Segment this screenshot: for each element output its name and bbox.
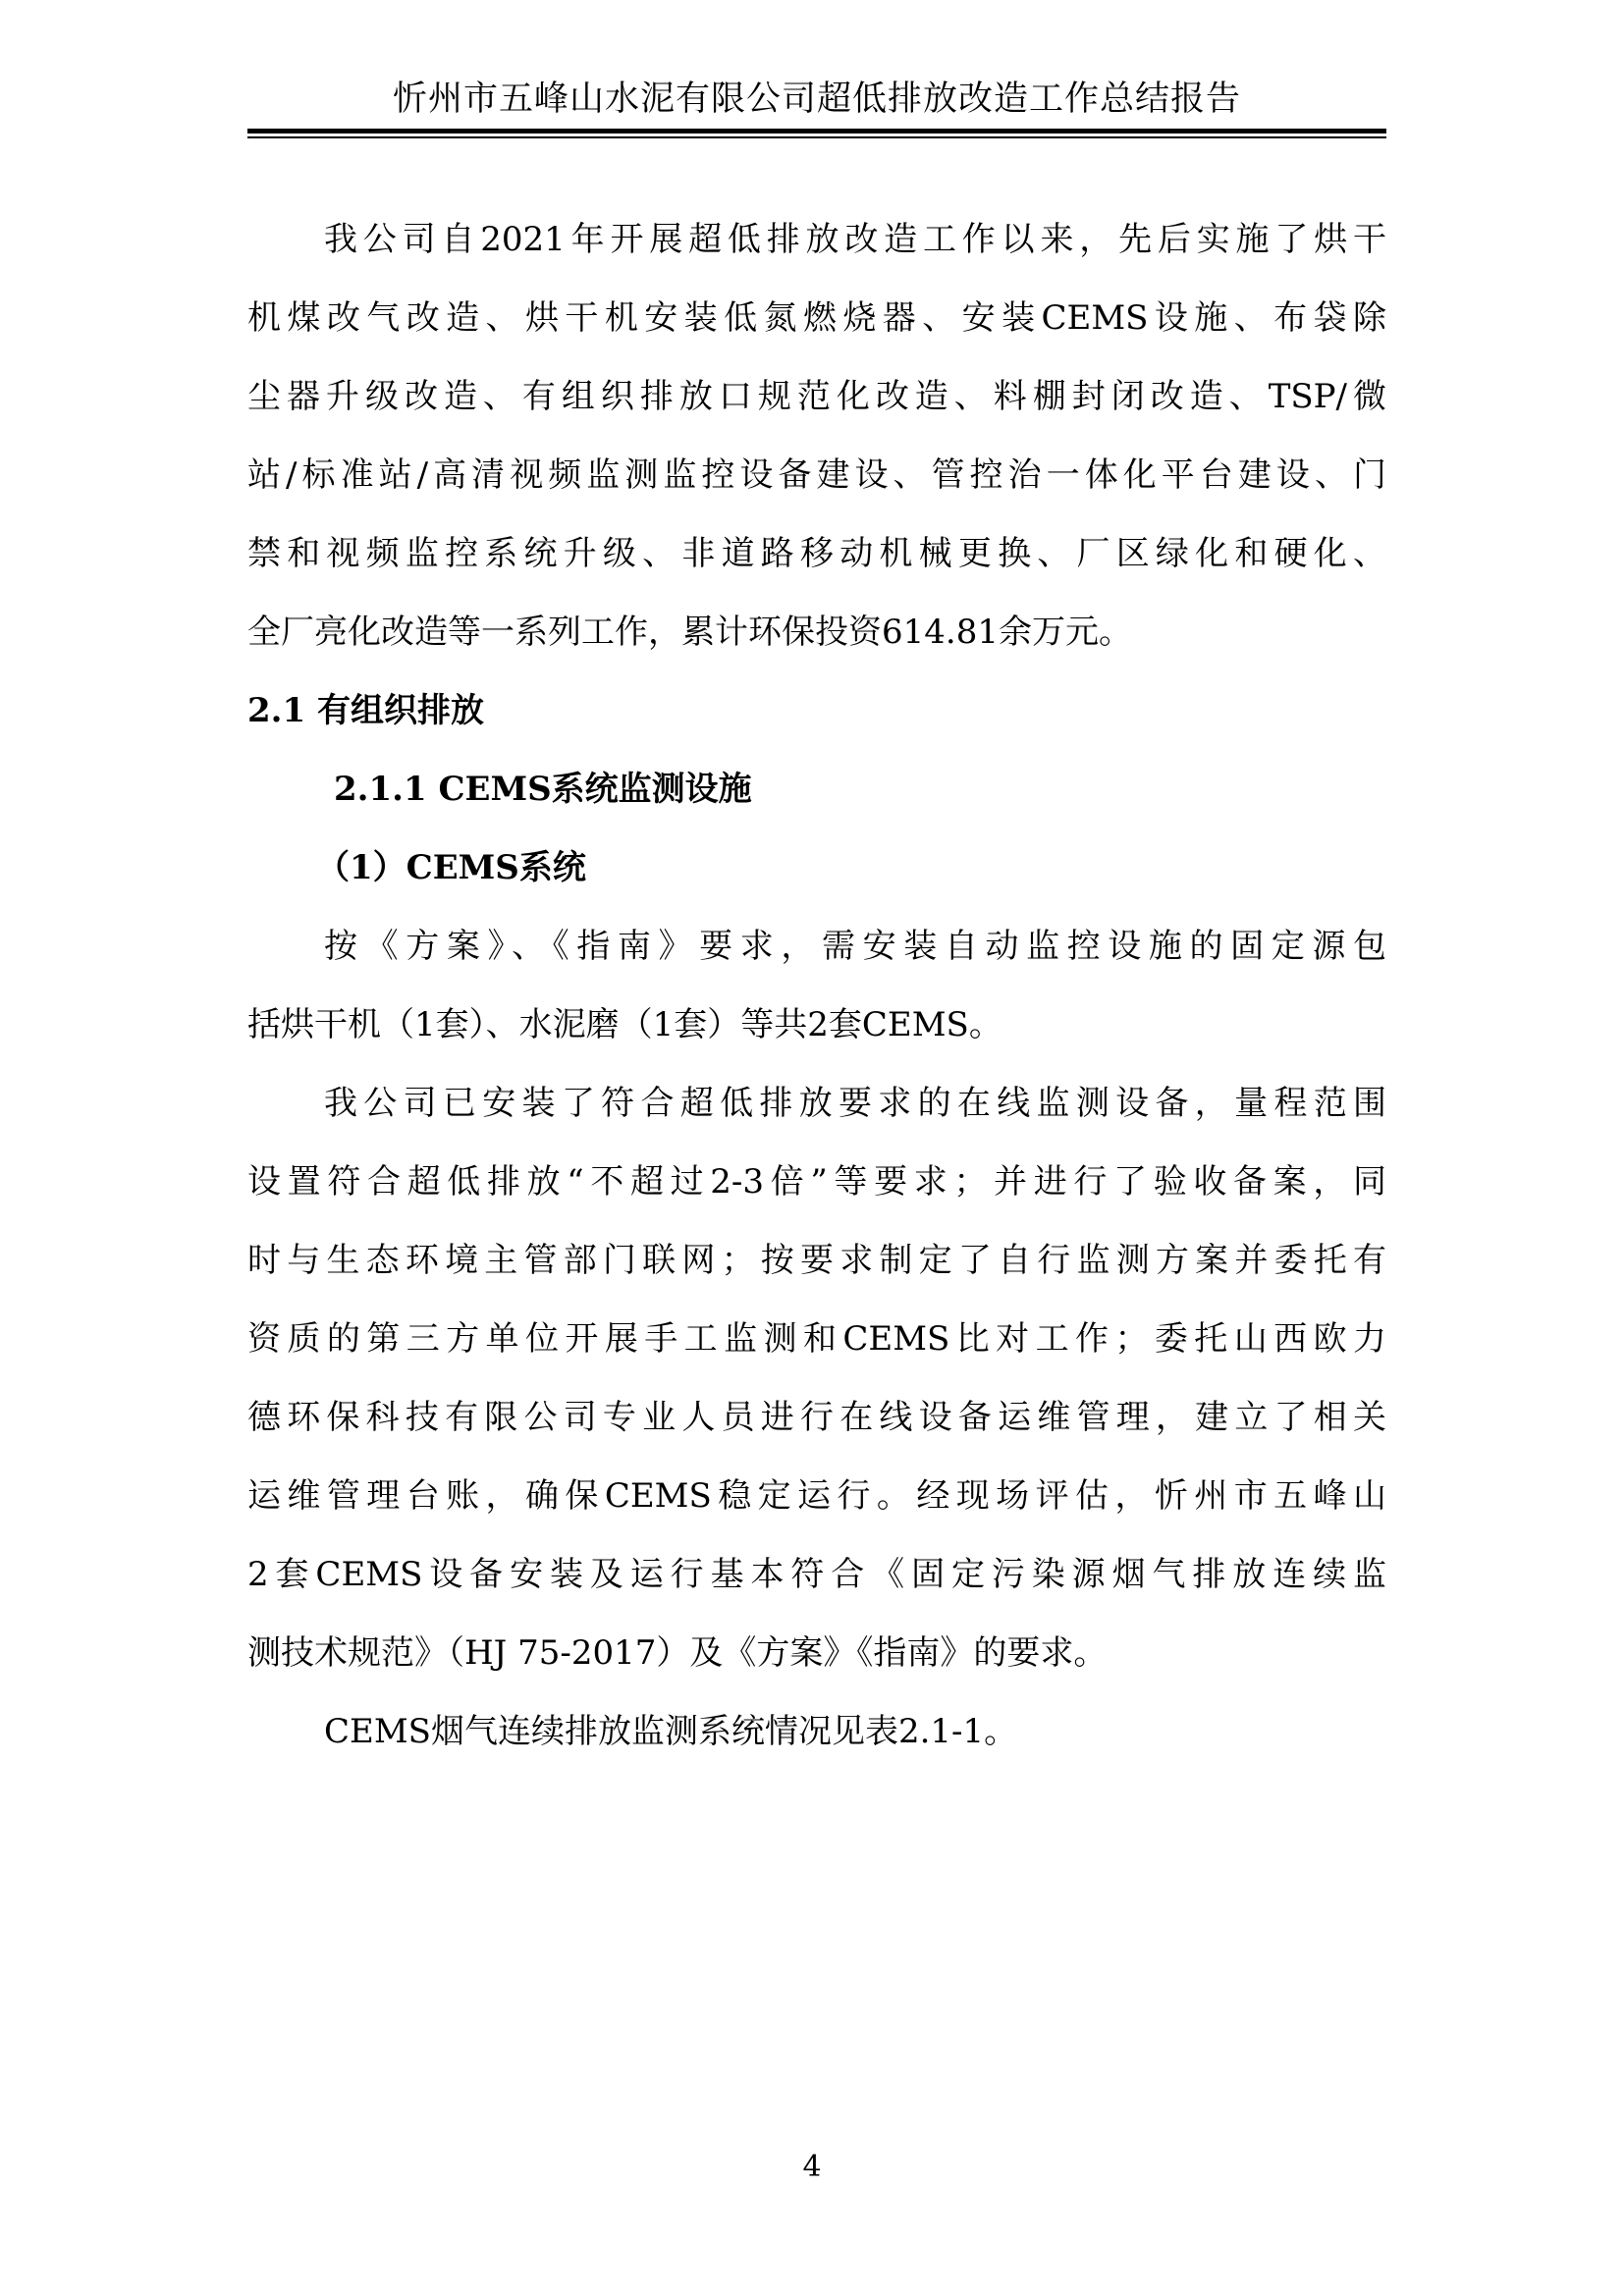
para2-line: 设置符合超低排放“不超过2-3倍”等要求；并进行了验收备案，同 [247, 1162, 1386, 1201]
header-rule-thick [247, 129, 1386, 133]
para2-line: 2套CEMS设备安装及运行基本符合《固定污染源烟气排放连续监 [247, 1555, 1386, 1594]
para2-line: 我公司已安装了符合超低排放要求的在线监测设备，量程范围 [324, 1084, 1386, 1123]
para2-line: 时与生态环境主管部门联网；按要求制定了自行监测方案并委托有 [247, 1241, 1386, 1280]
para2-line: 运维管理台账，确保CEMS稳定运行。经现场评估，忻州市五峰山 [247, 1476, 1386, 1516]
para1-line: 按《方案》、《指南》要求，需安装自动监控设施的固定源包 [324, 927, 1386, 966]
header-rule-thin [247, 136, 1386, 138]
para3-line: CEMS烟气连续排放监测系统情况见表2.1-1。 [324, 1712, 1018, 1751]
para2-line: 测技术规范》（HJ 75-2017）及《方案》《指南》的要求。 [247, 1633, 1108, 1673]
para2-line: 德环保科技有限公司专业人员进行在线设备运维管理，建立了相关 [247, 1398, 1386, 1437]
page-number: 4 [802, 2150, 822, 2184]
intro-line: 机煤改气改造、烘干机安装低氮燃烧器、安装CEMS设施、布袋除 [247, 298, 1386, 338]
item-heading: （1）CEMS系统 [316, 848, 586, 887]
para1-line: 括烘干机（1套）、水泥磨（1套）等共2套CEMS。 [247, 1005, 1002, 1044]
para2-line: 资质的第三方单位开展手工监测和CEMS比对工作；委托山西欧力 [247, 1319, 1386, 1359]
section-heading: 2.1 有组织排放 [247, 691, 484, 730]
intro-line: 尘器升级改造、有组织排放口规范化改造、料棚封闭改造、TSP/微 [247, 377, 1386, 416]
page-header-title: 忻州市五峰山水泥有限公司超低排放改造工作总结报告 [392, 80, 1241, 119]
intro-line: 全厂亮化改造等一系列工作，累计环保投资614.81余万元。 [247, 613, 1132, 652]
subsection-heading: 2.1.1 CEMS系统监测设施 [334, 770, 752, 809]
intro-line: 禁和视频监控系统升级、非道路移动机械更换、厂区绿化和硬化、 [247, 534, 1386, 573]
intro-line: 我公司自2021年开展超低排放改造工作以来，先后实施了烘干 [324, 220, 1386, 259]
intro-line: 站/标准站/高清视频监测监控设备建设、管控治一体化平台建设、门 [247, 455, 1386, 495]
